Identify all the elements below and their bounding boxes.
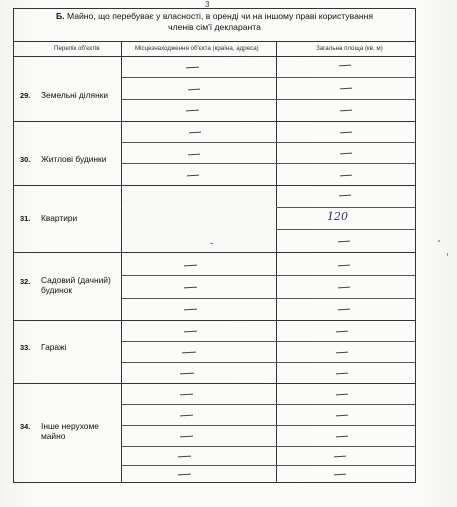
row-land (14, 55, 415, 121)
section-title-line2: членів сім'ї декларанта (168, 22, 261, 32)
section-title-line1: Майно, що перебуває у власності, в оренді чи на іншому праві користування (66, 11, 374, 21)
row-houses (14, 121, 415, 185)
row-number: 30. (20, 155, 31, 164)
page-marker: 3 (205, 0, 210, 9)
row-number: 31. (20, 214, 31, 223)
property-table (13, 8, 416, 483)
column-header-area: Загальна площа (кв. м) (316, 45, 383, 52)
row-number: 29. (20, 91, 31, 100)
row-other-property (14, 383, 415, 483)
row-number: 34. (20, 422, 31, 431)
row-label: Інше нерухоме майно (41, 421, 99, 441)
redacted-address (122, 186, 276, 251)
row-label: Садовий (дачний) будинок (41, 275, 111, 295)
row-garages (14, 320, 415, 383)
column-header-location: Місцезнаходження об'єкта (країна, адреса) (135, 45, 259, 52)
area-value-apartments: 120 (327, 210, 348, 223)
row-number: 32. (20, 277, 31, 286)
row-label: Гаражі (41, 342, 67, 352)
row-label: Квартири (41, 213, 78, 223)
row-label: Житлові будинки (41, 154, 107, 164)
row-garden-house (14, 252, 415, 320)
column-header-objects: Перелік об'єктів (54, 45, 100, 52)
row-label: Земельні ділянки (41, 90, 109, 100)
section-letter: Б. (55, 11, 65, 21)
section-title (14, 11, 415, 33)
row-number: 33. (20, 343, 31, 352)
